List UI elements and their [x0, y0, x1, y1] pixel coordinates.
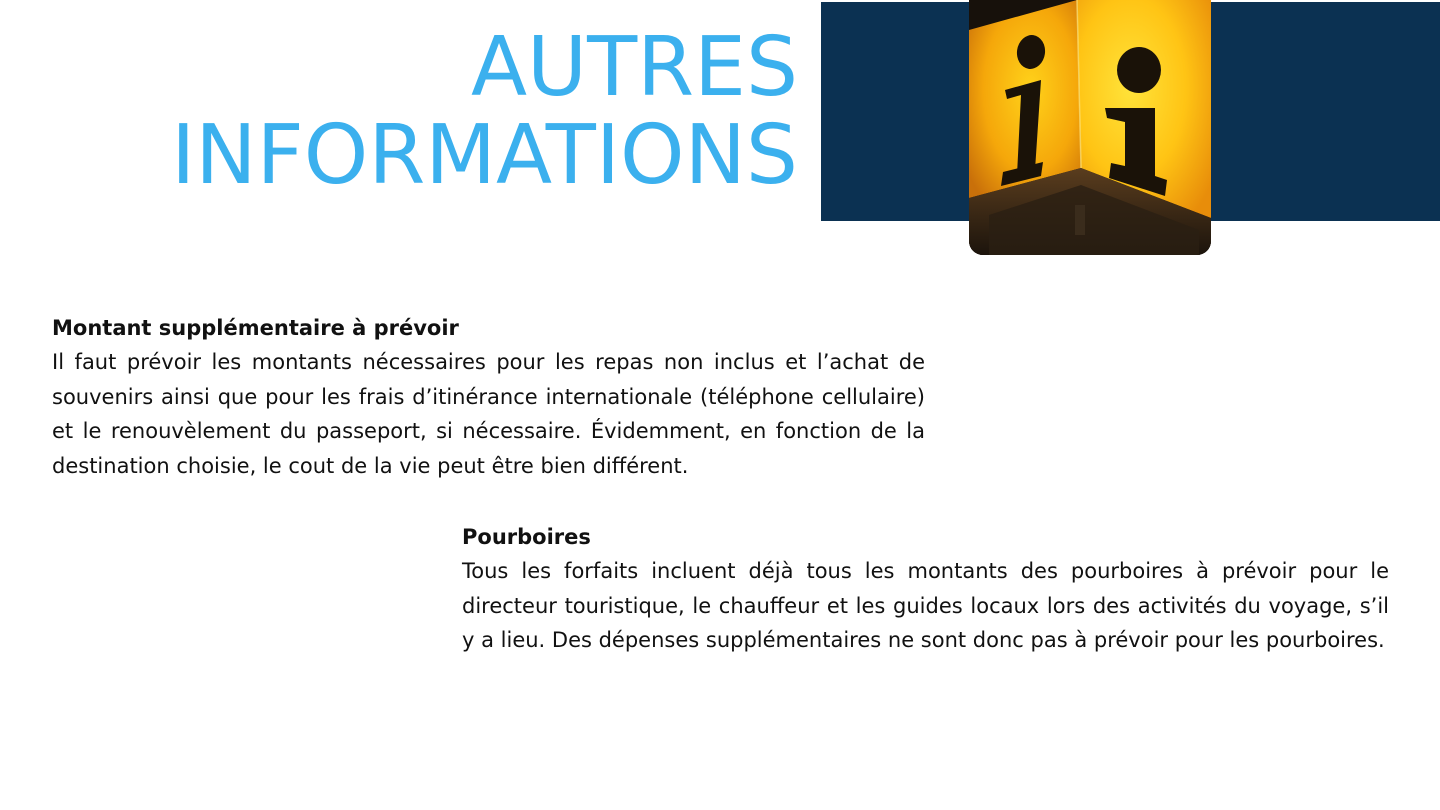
section-tips: [462, 520, 1389, 658]
page-title-line-2: INFORMATIONS: [171, 108, 798, 203]
section-body: Il faut prévoir les montants nécessaires pour les repas non inclus et l’achat de souvenirs ainsi que pour les frais d’itinérance internationale (téléphone cellulaire) et le renouvèlement du passeport, si nécessaire. Évidemment, en fonction de la destination choisie, le cout de la vie peut être bien différent.: [52, 350, 925, 478]
section-heading: Montant supplémentaire à prévoir: [52, 316, 459, 340]
section-body: Tous les forfaits incluent déjà tous les montants des pourboires à prévoir pour le directeur touristique, le chauffeur et les guides locaux lors des activités du voyage, s’il y a lieu. Des dépenses supplémentaires ne sont donc pas à prévoir pour les pourboires.: [462, 559, 1389, 652]
section-heading: Pourboires: [462, 525, 591, 549]
information-sign-photo: [969, 0, 1211, 255]
page-title-line-1: AUTRES: [470, 20, 798, 115]
page-title: [60, 20, 798, 203]
information-sign-icon: [969, 0, 1211, 255]
section-extra-amount: [52, 311, 925, 483]
